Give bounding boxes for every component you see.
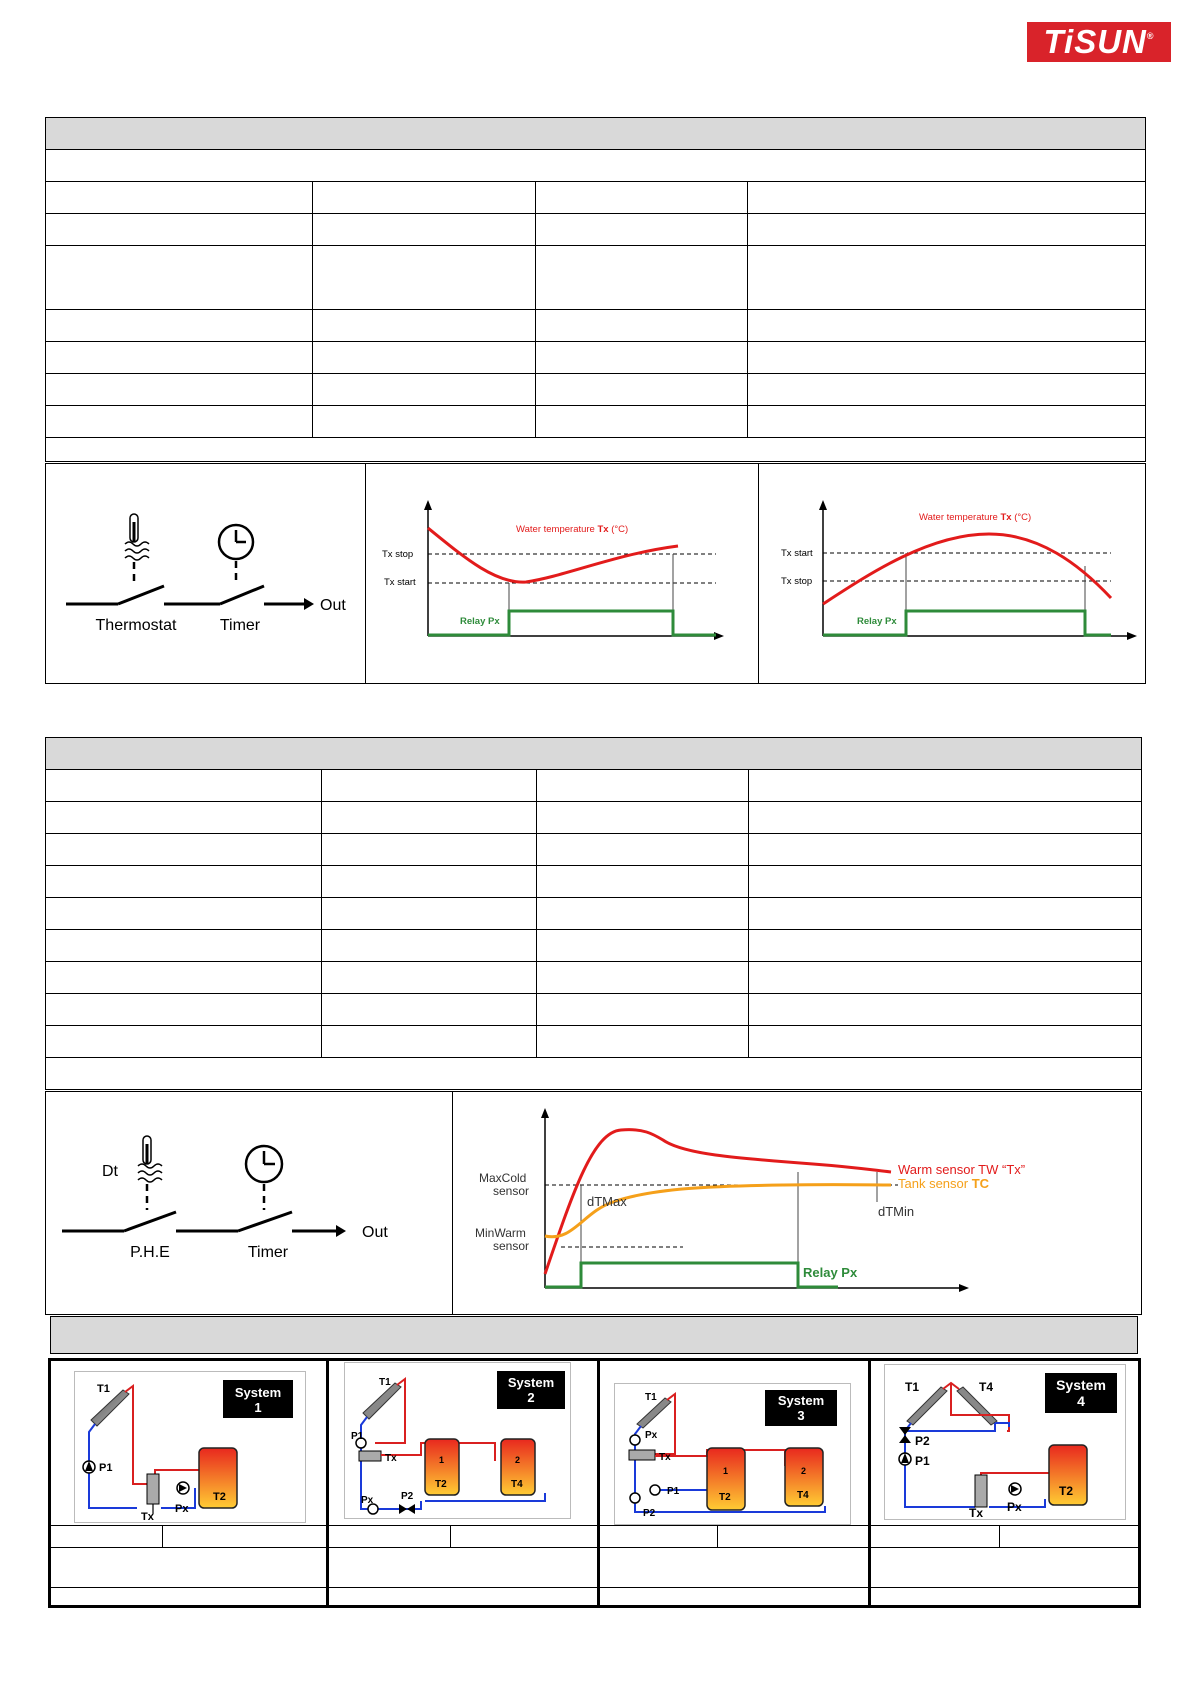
table-cell [46, 802, 322, 834]
label-p1: P1 [351, 1431, 364, 1442]
table-header [46, 738, 1142, 770]
timer-label: Timer [219, 617, 261, 634]
phe-timer-diagram [45, 1091, 453, 1315]
thermostat-table [45, 117, 1146, 462]
dtmax-label: dTMax [587, 1194, 627, 1209]
table-row [46, 150, 1146, 182]
system-number: 4 [1077, 1393, 1085, 1409]
table-header [46, 118, 1146, 150]
label-tank-1: 1 [723, 1466, 729, 1476]
table-cell [46, 770, 322, 802]
label-tx: Tx [969, 1506, 984, 1519]
tx-start-label: Tx start [781, 548, 813, 559]
chart-title: Water temperature Tx (°C) [516, 524, 629, 535]
out-label: Out [362, 1224, 388, 1241]
label-px: Px [645, 1430, 658, 1441]
tx-start-label: Tx start [384, 577, 416, 588]
table-row [46, 438, 1146, 462]
heating-chart [365, 463, 759, 684]
table-cell [46, 310, 313, 342]
label-t4: T4 [511, 1479, 523, 1490]
system-number: 1 [254, 1400, 262, 1415]
label-p1: P1 [667, 1486, 680, 1497]
label-t2: T2 [213, 1491, 226, 1503]
table-cell [46, 930, 322, 962]
table-cell [46, 374, 313, 406]
system-title: System [1056, 1377, 1106, 1393]
relay-label: Relay Px [803, 1265, 858, 1280]
label-tx: Tx [659, 1452, 671, 1463]
maxcold-sensor-label: sensor [493, 1184, 530, 1198]
system-3-diagram [614, 1383, 851, 1525]
label-tx: Tx [141, 1511, 154, 1522]
label-t4: T4 [797, 1490, 809, 1501]
phe-table [45, 737, 1142, 1090]
relay-label: Relay Px [460, 616, 500, 627]
table-cell [46, 898, 322, 930]
minwarm-label: MinWarm [475, 1226, 526, 1240]
system-title: System [234, 1385, 282, 1400]
system-number: 2 [527, 1390, 535, 1405]
label-tank-2: 2 [801, 1466, 807, 1476]
label-tank-1: 1 [439, 1455, 445, 1465]
cooling-chart [758, 463, 1146, 684]
out-label: Out [320, 597, 346, 614]
table-cell [46, 342, 313, 374]
maxcold-label: MaxCold [479, 1171, 527, 1185]
table-row [46, 1058, 1142, 1090]
clock-icon [246, 1146, 282, 1182]
tank-sensor-legend: Tank sensor TC [898, 1176, 990, 1191]
label-t2: T2 [435, 1479, 447, 1490]
system-1-diagram [74, 1371, 306, 1523]
tx-stop-label: Tx stop [781, 576, 813, 587]
tx-stop-label: Tx stop [382, 549, 414, 560]
label-t2: T2 [1059, 1484, 1074, 1498]
table-cell [46, 214, 313, 246]
system-title: System [507, 1375, 555, 1390]
table-cell [46, 406, 313, 438]
label-p2: P2 [643, 1508, 656, 1519]
label-t1: T1 [645, 1392, 657, 1403]
label-t2: T2 [719, 1492, 731, 1503]
warm-sensor-legend: Warm sensor TW “Tx” [898, 1162, 1026, 1177]
label-tank-2: 2 [515, 1455, 521, 1465]
system-4-diagram [884, 1364, 1126, 1520]
table-cell [46, 182, 313, 214]
thermometer-icon [125, 514, 149, 560]
table-cell [46, 994, 322, 1026]
clock-icon [219, 525, 253, 559]
thermostat-label: Thermostat [95, 617, 177, 634]
label-px: Px [361, 1495, 374, 1506]
thermostat-timer-diagram [45, 463, 366, 684]
system-2-diagram [344, 1362, 571, 1519]
minwarm-sensor-label: sensor [493, 1239, 530, 1253]
dt-label: Dt [102, 1163, 118, 1180]
timer-label: Timer [247, 1244, 289, 1261]
table-cell [46, 246, 313, 310]
label-p2: P2 [915, 1434, 930, 1448]
label-p2: P2 [401, 1491, 414, 1502]
phe-label: P.H.E [130, 1244, 170, 1261]
relay-label: Relay Px [857, 616, 897, 627]
label-t1: T1 [379, 1377, 391, 1388]
label-p1: P1 [99, 1462, 113, 1474]
label-tx: Tx [385, 1453, 397, 1464]
table-cell [46, 962, 322, 994]
system-number: 3 [797, 1408, 805, 1423]
label-px: Px [1007, 1500, 1022, 1514]
dt-chart [452, 1091, 1142, 1315]
chart-title: Water temperature Tx (°C) [919, 512, 1032, 523]
table-cell [46, 834, 322, 866]
label-t4: T4 [979, 1380, 994, 1394]
systems-header [50, 1316, 1138, 1354]
label-t1: T1 [97, 1383, 110, 1395]
label-px: Px [175, 1503, 189, 1515]
thermometer-icon [138, 1136, 162, 1182]
label-t1: T1 [905, 1380, 920, 1394]
brand-logo: TiSUN® [1027, 22, 1171, 62]
label-p1: P1 [915, 1454, 930, 1468]
system-title: System [777, 1393, 825, 1408]
table-cell [46, 866, 322, 898]
dtmin-label: dTMin [878, 1204, 915, 1219]
table-cell [46, 1026, 322, 1058]
